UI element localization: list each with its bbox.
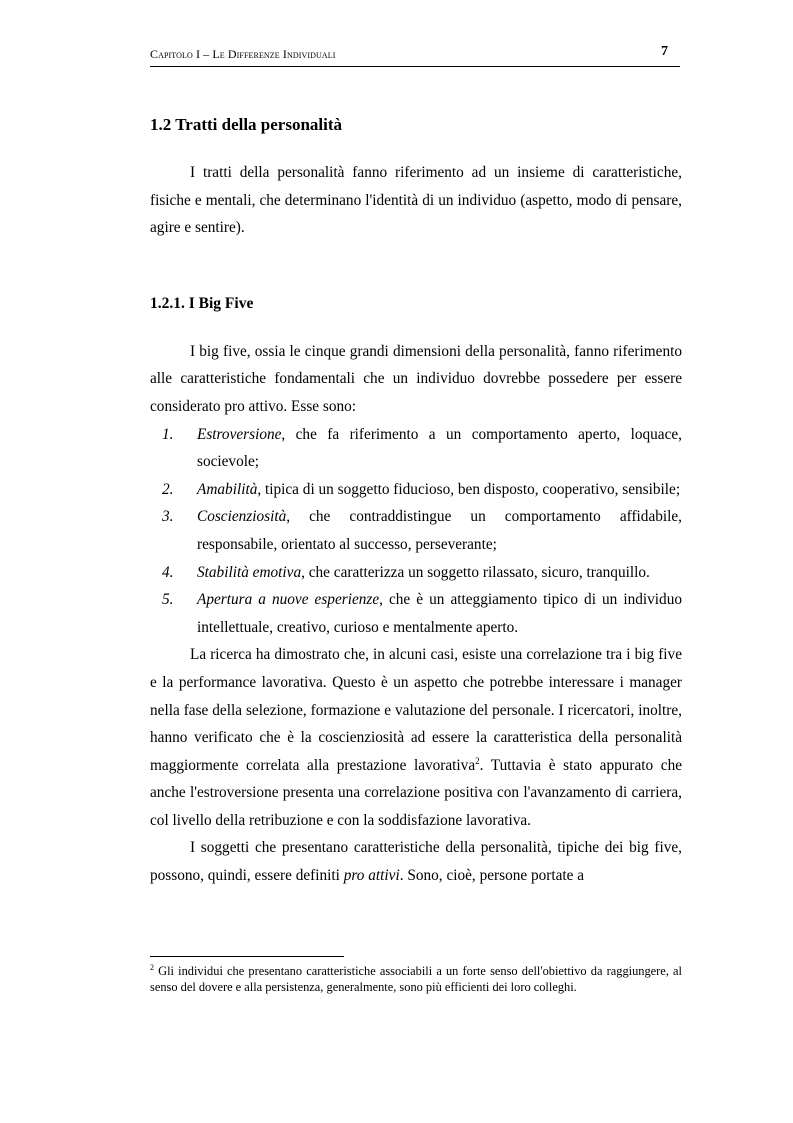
footnote-separator <box>150 956 344 957</box>
trait-term: Apertura a nuove esperienze <box>197 591 380 609</box>
research-text-2: . Tuttavia è stato appurato che anche l'estroversione presenta una correlazione positiva con l'avanzamento di carriera, col livello della retribuzione e con la soddisfazione lavorativa. <box>150 756 683 829</box>
chapter-title: Capitolo I – Le Differenze Individuali <box>150 47 336 61</box>
list-item <box>150 503 682 558</box>
trait-description: , che è un atteggiamento tipico di un individuo intellettuale, creativo, curioso e mentalmente aperto. <box>197 591 682 636</box>
trait-term: Coscienziosità <box>197 508 287 526</box>
list-item-number: 3. <box>162 508 174 526</box>
list-item <box>150 421 682 476</box>
subsection-heading: 1.2.1. I Big Five <box>150 294 254 312</box>
section-heading: 1.2 Tratti della personalità <box>150 115 343 134</box>
trait-term: Estroversione <box>197 425 282 443</box>
trait-description: , che contraddistingue un comportamento affidabile, responsabile, orientato al successo, perseverante; <box>197 508 682 553</box>
footnote-text: Gli individui che presentano caratteristiche associabili a un forte senso dell'obiettivo da raggiungere, al senso del dovere e alla persistenza, generalmente, sono più efficienti dei loro colleghi. <box>150 964 682 994</box>
trait-description: , tipica di un soggetto fiducioso, ben disposto, cooperativo, sensibile; <box>257 480 681 498</box>
footnote-reference[interactable]: 2 <box>475 755 480 766</box>
list-item-number: 2. <box>162 480 174 498</box>
trait-description: , che fa riferimento a un comportamento aperto, loquace, socievole; <box>197 425 682 471</box>
research-text-1: La ricerca ha dimostrato che, in alcuni casi, esiste una correlazione tra i big five e la performance lavorativa. Questo è un aspetto che potrebbe interessare i manager nella fase della selezione, formazione e valutazione del personale. I ricercatori, inoltre, hanno verificato che è la coscienziosità ad essere la caratteristica della personalità maggiormente correlata alla prestazione lavorativa <box>150 646 682 774</box>
footnote-marker: 2 <box>150 962 154 972</box>
body-text <box>150 114 682 890</box>
trait-term: Stabilità emotiva <box>197 563 302 581</box>
proactive-paragraph <box>150 834 682 889</box>
list-item <box>150 559 682 587</box>
page-number: 7 <box>661 44 668 59</box>
proactive-term: pro attivi <box>343 867 400 885</box>
footnote <box>150 964 682 995</box>
list-item-number: 1. <box>162 425 174 443</box>
research-paragraph <box>150 641 682 834</box>
running-header <box>150 44 680 67</box>
list-item <box>150 586 682 641</box>
list-item <box>150 476 682 504</box>
proactive-text-2: . Sono, cioè, persone portate a <box>399 867 585 885</box>
proactive-text-1: I soggetti che presentano caratteristiche della personalità, tipiche dei big five, possono, quindi, essere definiti <box>150 839 682 885</box>
section-paragraph: I tratti della personalità fanno riferimento ad un insieme di caratteristiche, fisiche e mentali, che determinano l'identità di un individuo (aspetto, modo di pensare, agire e sentire). <box>150 164 682 237</box>
big-five-list <box>150 421 682 642</box>
intro-paragraph: I big five, ossia le cinque grandi dimensioni della personalità, fanno riferimento alle caratteristiche fondamentali che un individuo dovrebbe possedere per essere considerato pro attivo. Esse sono: <box>150 342 682 415</box>
trait-description: , che caratterizza un soggetto rilassato, sicuro, tranquillo. <box>301 563 650 581</box>
trait-term: Amabilità <box>197 480 258 498</box>
list-item-number: 5. <box>162 591 174 609</box>
list-item-number: 4. <box>162 563 174 581</box>
